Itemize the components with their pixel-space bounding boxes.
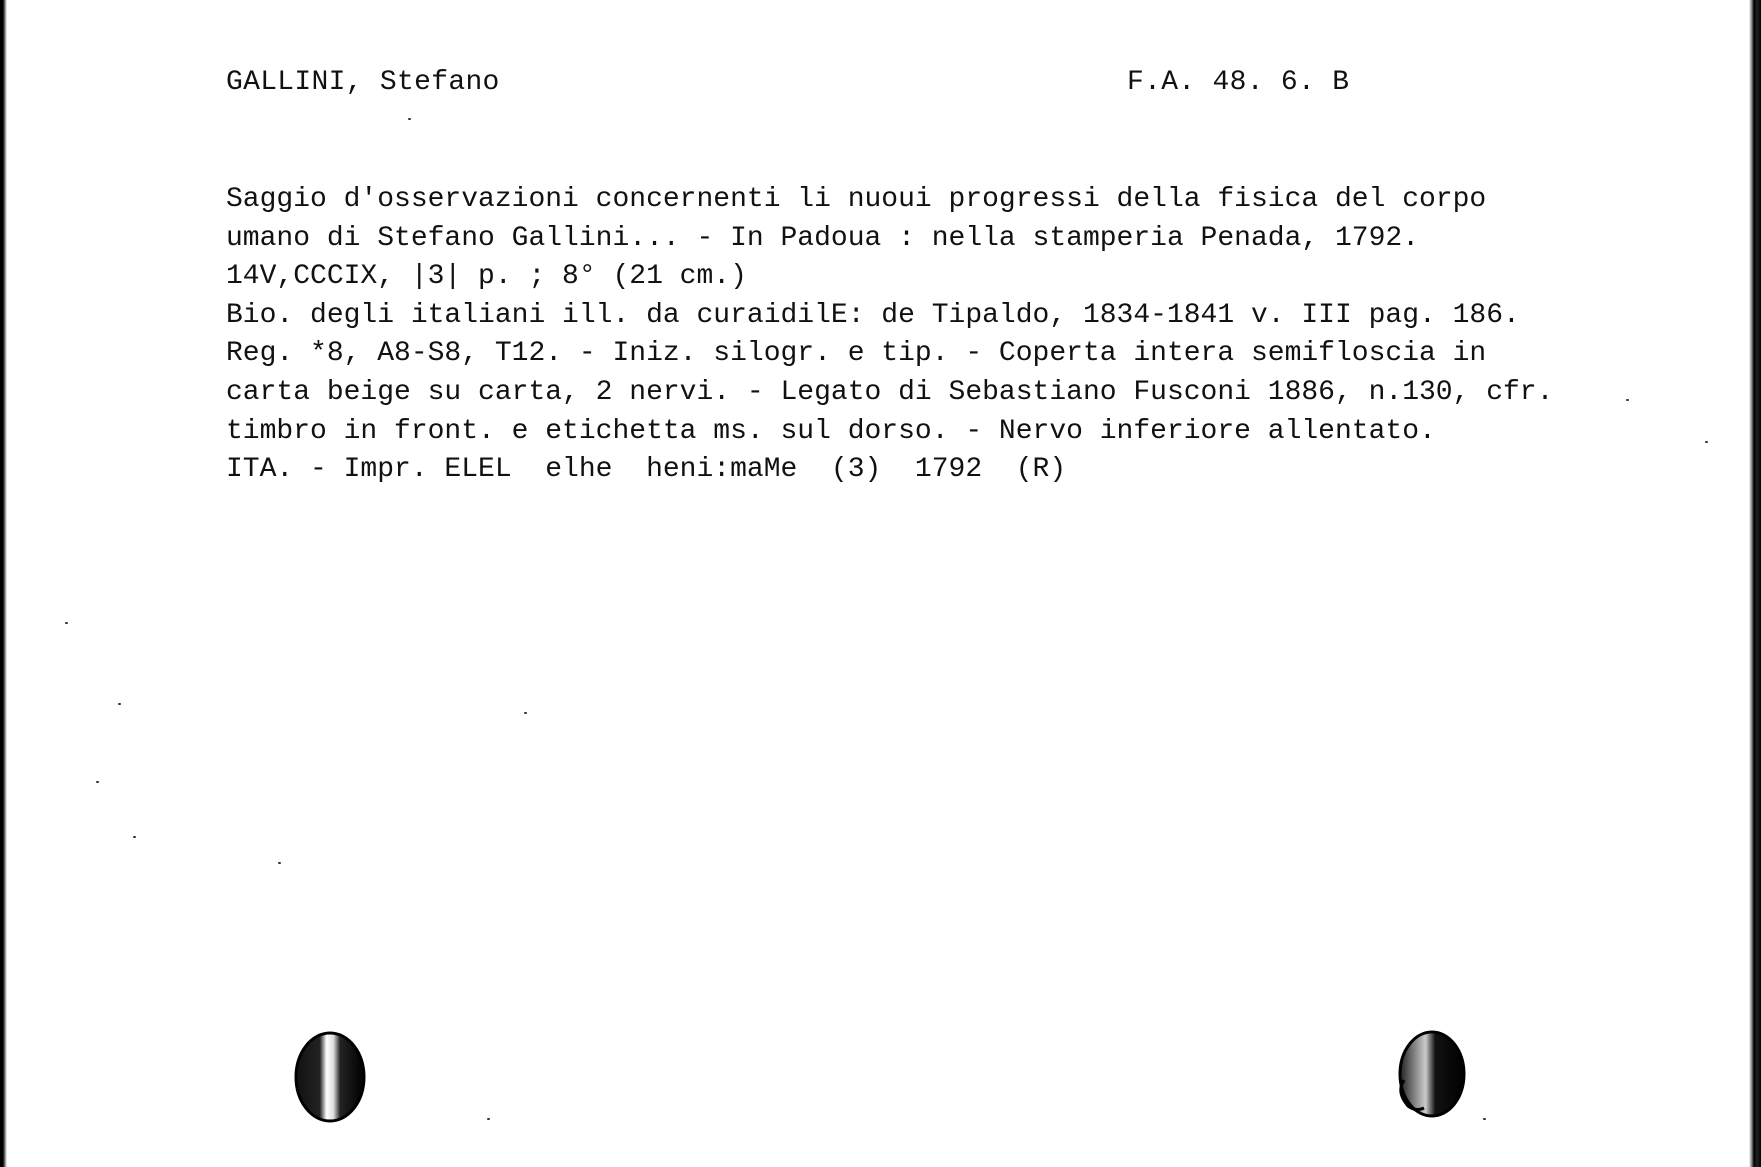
- description-line: ITA. - Impr. ELEL elhe heni:maMe (3) 1792 (R): [226, 454, 1067, 486]
- bibliographic-description: [226, 181, 1626, 490]
- scan-speck: [408, 118, 411, 120]
- description-line: Reg. *8, A8-S8, T12. - Iniz. silogr. e tip. - Coperta intera semifloscia in: [226, 338, 1487, 370]
- description-line: timbro in front. e etichetta ms. sul dorso. - Nervo inferiore allentato.: [226, 415, 1436, 447]
- scan-speck: [1483, 1118, 1486, 1120]
- scan-speck: [96, 781, 99, 783]
- scan-speck: [133, 836, 136, 838]
- author-heading: GALLINI, Stefano: [226, 67, 500, 98]
- description-line: umano di Stefano Gallini... - In Padoua : nella stamperia Penada, 1792.: [226, 222, 1419, 254]
- scan-speck: [65, 622, 68, 624]
- scan-speck: [118, 703, 121, 705]
- scan-speck: [1626, 399, 1629, 401]
- card-right-edge: [1749, 0, 1761, 1167]
- punch-hole-right-icon: [1390, 1030, 1468, 1124]
- description-line: carta beige su carta, 2 nervi. - Legato di Sebastiano Fusconi 1886, n.130, cfr.: [226, 376, 1554, 408]
- shelfmark: F.A. 48. 6. B: [1127, 67, 1350, 98]
- card-left-edge: [0, 0, 7, 1167]
- description-line: Bio. degli italiani ill. da curaidilE: de Tipaldo, 1834-1841 v. III pag. 186.: [226, 299, 1520, 331]
- scan-speck: [278, 862, 281, 864]
- description-line: Saggio d'osservazioni concernenti li nuoui progressi della fisica del corpo: [226, 184, 1487, 215]
- punch-hole-left-icon: [292, 1030, 370, 1124]
- description-line: 14V,CCCIX, |3| p. ; 8° (21 cm.): [226, 261, 747, 293]
- scan-speck: [487, 1118, 490, 1120]
- scan-speck: [1705, 441, 1708, 443]
- scan-speck: [524, 712, 527, 714]
